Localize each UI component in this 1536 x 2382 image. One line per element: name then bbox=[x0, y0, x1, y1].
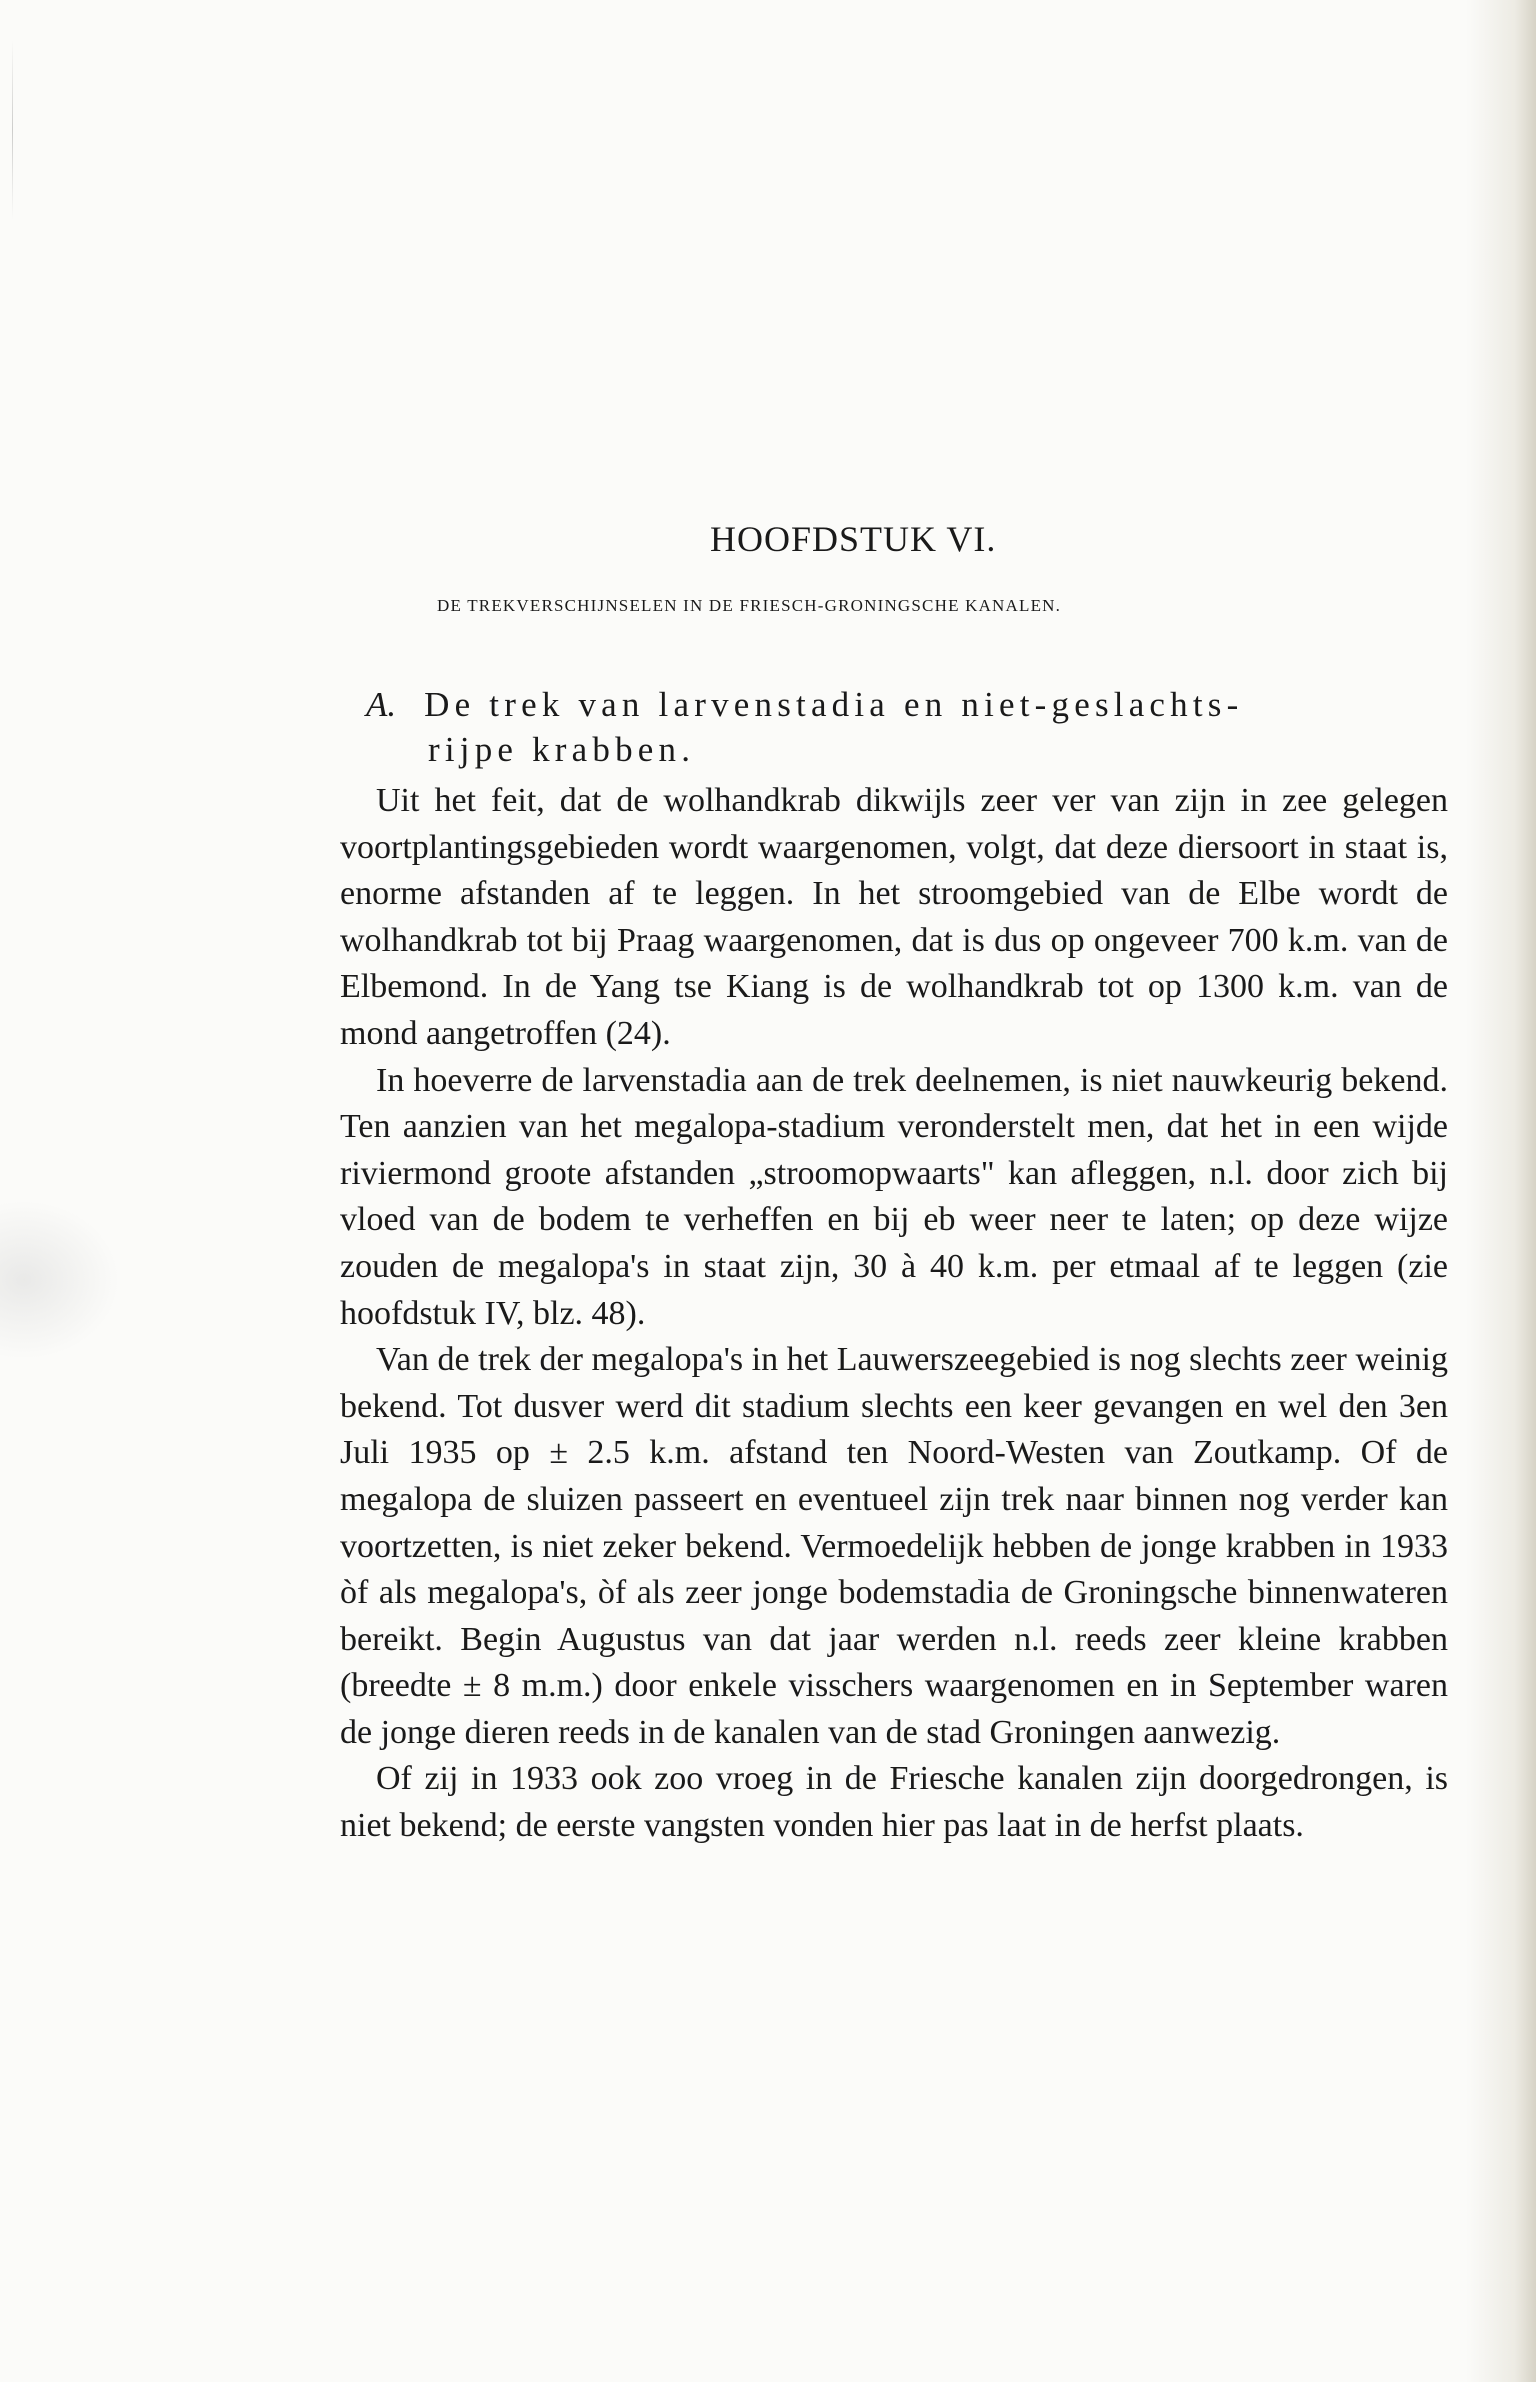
chapter-subtitle: DE TREKVERSCHIJNSELEN IN DE FRIESCH-GRONINGSCHE KANALEN. bbox=[437, 596, 1062, 615]
paragraph: Of zij in 1933 ook zoo vroeg in de Friesche kanalen zijn doorgedrongen, is niet bekend; de eerste vangsten vonden hier pas laat in de herfst plaats. bbox=[340, 1760, 1448, 1845]
chapter-title: HOOFDSTUK VI. bbox=[710, 519, 997, 559]
section-heading-line-2: rijpe krabben. bbox=[428, 730, 696, 769]
paragraph: In hoeverre de larvenstadia aan de trek deelnemen, is niet nauwkeurig bekend. Ten aanzien van het megalopa-stadium veronderstelt men, dat het in een wijde riviermond groote afstanden „stroomopwaarts" kan afleggen, n.l. door zich bij vloed van de bodem te verheffen en bij eb weer neer te laten; op deze wijze zouden de megalopa's in staat zijn, 30 à 40 k.m. per etmaal af te leggen (zie hoofdstuk IV, blz. 48). bbox=[340, 1061, 1448, 1332]
scan-margin-mark bbox=[12, 40, 13, 220]
body-text bbox=[340, 778, 1448, 1850]
section-heading-line-1: De trek van larvenstadia en niet-geslachts- bbox=[424, 685, 1244, 724]
paragraph: Van de trek der megalopa's in het Lauwerszeegebied is nog slechts zeer weinig bekend. Tot dusver werd dit stadium slechts een keer gevangen en wel den 3en Juli 1935 op ± 2.5 k.m. afstand ten Noord-Westen van Zoutkamp. Of de megalopa de sluizen passeert en eventueel zijn trek naar binnen nog verder kan voortzetten, is niet zeker bekend. Vermoedelijk hebben de jonge krabben in 1933 òf als megalopa's, òf als zeer jonge bodemstadia de Groningsche binnenwateren bereikt. Begin Augustus van dat jaar werden n.l. reeds zeer kleine krabben (breedte ± 8 m.m.) door enkele visschers waargenomen en in September waren de jonge dieren reeds in de kanalen van de stad Groningen aanwezig. bbox=[340, 1341, 1448, 1751]
page-edge-shadow bbox=[1466, 0, 1536, 2382]
section-heading bbox=[366, 682, 1446, 772]
scan-smudge bbox=[0, 1200, 120, 1360]
section-letter: A. bbox=[366, 685, 397, 724]
paragraph: Uit het feit, dat de wolhandkrab dikwijls zeer ver van zijn in zee gelegen voortplantingsgebieden wordt waargenomen, volgt, dat deze diersoort in staat is, enorme afstanden af te leggen. In het stroomgebied van de Elbe wordt de wolhandkrab tot bij Praag waargenomen, dat is dus op ongeveer 700 k.m. van de Elbemond. In de Yang tse Kiang is de wolhandkrab tot op 1300 k.m. van de mond aangetroffen (24). bbox=[340, 782, 1448, 1052]
